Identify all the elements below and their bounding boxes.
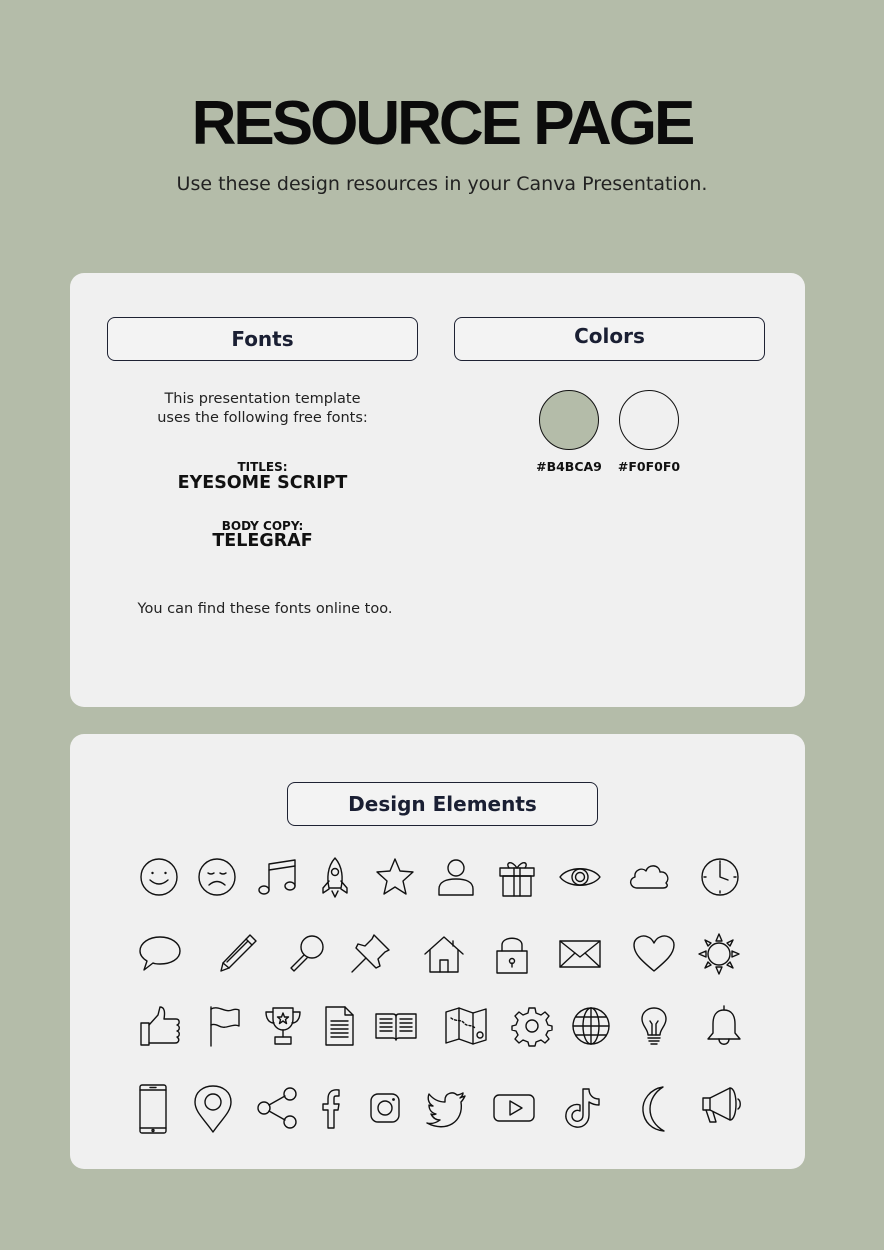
sad-icon — [195, 855, 239, 899]
location-pin-icon — [191, 1084, 235, 1134]
titles-font-name: EYESOME SCRIPT — [177, 473, 348, 493]
gift-icon — [495, 855, 539, 899]
colors-heading: Colors — [454, 317, 765, 361]
design-elements-card — [70, 734, 805, 1169]
user-icon — [434, 855, 478, 899]
globe-icon — [569, 1004, 613, 1048]
body-font-name: TELEGRAF — [212, 531, 313, 551]
padlock-icon — [490, 932, 534, 976]
clock-icon — [698, 855, 742, 899]
lightbulb-icon — [632, 1004, 676, 1048]
color-label-light-gray: #F0F0F0 — [617, 459, 681, 474]
document-icon — [317, 1004, 361, 1048]
page-title: RESOURCE PAGE — [191, 89, 693, 158]
map-icon — [444, 1004, 488, 1048]
twitter-icon — [424, 1086, 468, 1130]
heart-icon — [632, 932, 676, 976]
envelope-icon — [558, 932, 602, 976]
facebook-icon — [309, 1086, 353, 1130]
pushpin-icon — [348, 932, 392, 976]
fonts-colors-card — [70, 273, 805, 707]
fonts-intro — [140, 390, 385, 428]
titles-label: TITLES: — [237, 460, 288, 474]
fonts-intro-line1: This presentation template — [164, 391, 361, 407]
youtube-icon — [492, 1086, 536, 1130]
eye-icon — [558, 855, 602, 899]
bell-icon — [702, 1004, 746, 1048]
fonts-note: You can find these fonts online too. — [137, 601, 393, 617]
color-label-sage: #B4BCA9 — [536, 459, 602, 474]
color-swatch-light-gray — [619, 390, 679, 450]
megaphone-icon — [700, 1084, 744, 1128]
body-copy-label: BODY COPY: — [221, 519, 304, 533]
star-icon — [373, 855, 417, 899]
design-elements-heading: Design Elements — [287, 782, 598, 826]
color-swatch-sage — [539, 390, 599, 450]
gear-icon — [510, 1004, 554, 1048]
cloud-icon — [627, 855, 671, 899]
music-note-icon — [255, 855, 299, 899]
fonts-heading: Fonts — [107, 317, 418, 361]
trophy-icon — [261, 1004, 305, 1048]
magnifier-icon — [284, 932, 328, 976]
house-icon — [422, 932, 466, 976]
flag-icon — [204, 1004, 248, 1048]
moon-icon — [633, 1084, 677, 1134]
share-icon — [255, 1086, 299, 1130]
icon-grid — [70, 734, 805, 1169]
smile-icon — [137, 855, 181, 899]
fonts-intro-line2: uses the following free fonts: — [157, 410, 368, 426]
rocket-icon — [313, 855, 357, 899]
sun-icon — [697, 932, 741, 976]
page-subtitle: Use these design resources in your Canva Presentation. — [176, 173, 708, 195]
pencil-icon — [215, 932, 259, 976]
smartphone-icon — [131, 1084, 175, 1134]
speech-bubble-icon — [138, 932, 182, 976]
tiktok-icon — [559, 1086, 603, 1130]
instagram-icon — [363, 1086, 407, 1130]
thumbs-up-icon — [139, 1004, 183, 1048]
open-book-icon — [374, 1004, 418, 1048]
